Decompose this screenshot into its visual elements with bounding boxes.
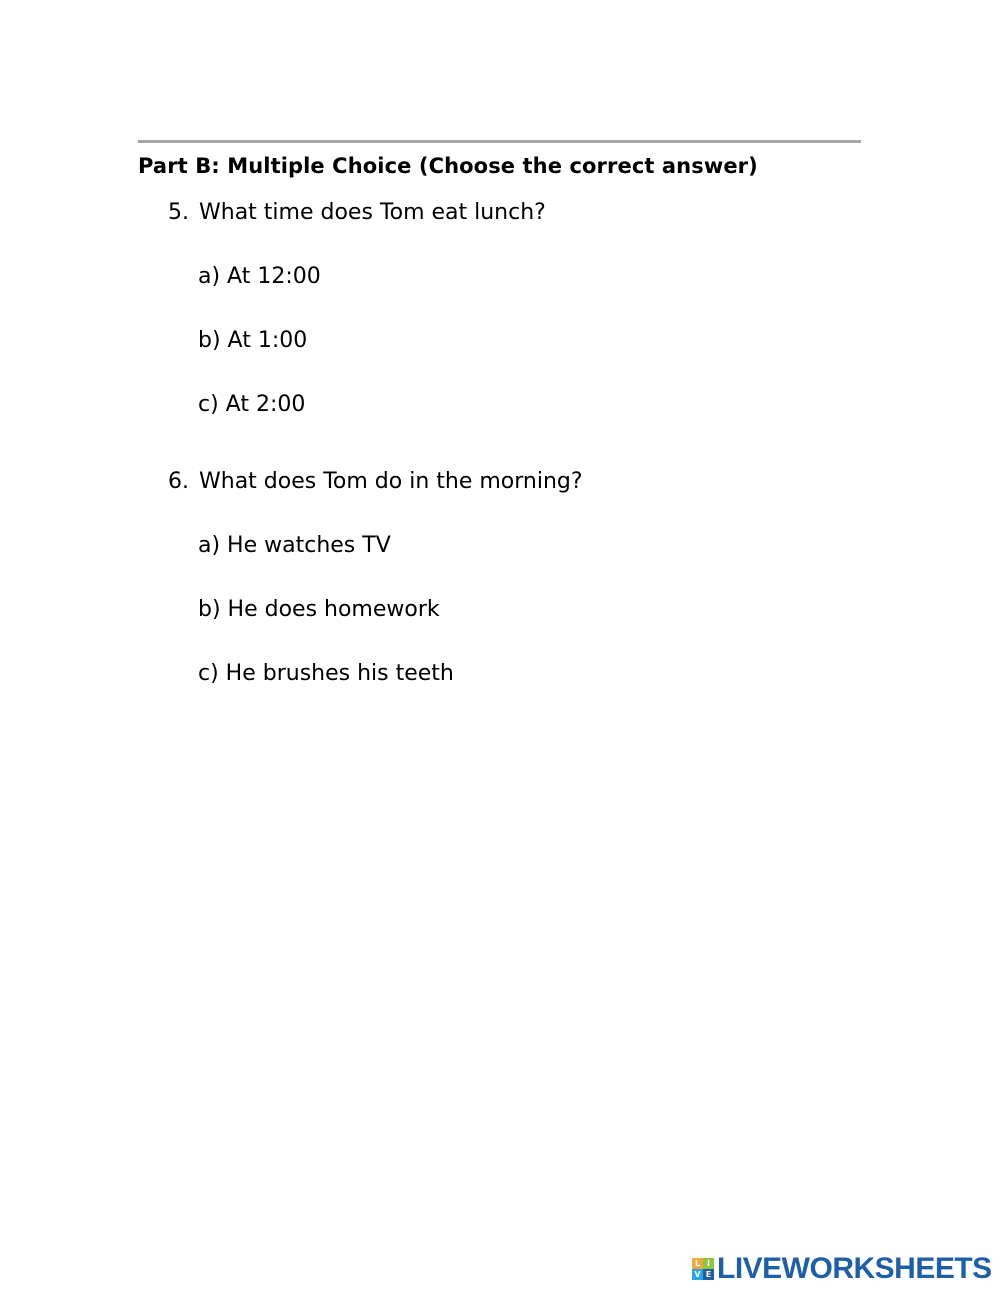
question-6 xyxy=(168,469,583,494)
logo-text: LIVEWORKSHEETS xyxy=(717,1252,992,1285)
question-5 xyxy=(168,200,546,225)
question-number: 6. xyxy=(168,469,189,494)
logo-tile: I xyxy=(703,1258,714,1269)
question-text: What time does Tom eat lunch? xyxy=(199,200,546,225)
logo-tile: L xyxy=(692,1258,703,1269)
liveworksheets-logo xyxy=(692,1253,992,1285)
answer-option-6c[interactable]: c) He brushes his teeth xyxy=(198,661,454,686)
question-number: 5. xyxy=(168,200,189,225)
logo-tile: V xyxy=(692,1269,703,1280)
answer-option-6a[interactable]: a) He watches TV xyxy=(198,533,391,558)
logo-mark-icon xyxy=(692,1258,714,1280)
section-title: Part B: Multiple Choice (Choose the correct answer) xyxy=(138,154,758,178)
logo-tile: E xyxy=(703,1269,714,1280)
header-divider xyxy=(138,140,861,143)
answer-option-5a[interactable]: a) At 12:00 xyxy=(198,264,321,289)
answer-option-5b[interactable]: b) At 1:00 xyxy=(198,328,308,353)
question-text: What does Tom do in the morning? xyxy=(199,469,583,494)
answer-option-6b[interactable]: b) He does homework xyxy=(198,597,440,622)
answer-option-5c[interactable]: c) At 2:00 xyxy=(198,392,306,417)
